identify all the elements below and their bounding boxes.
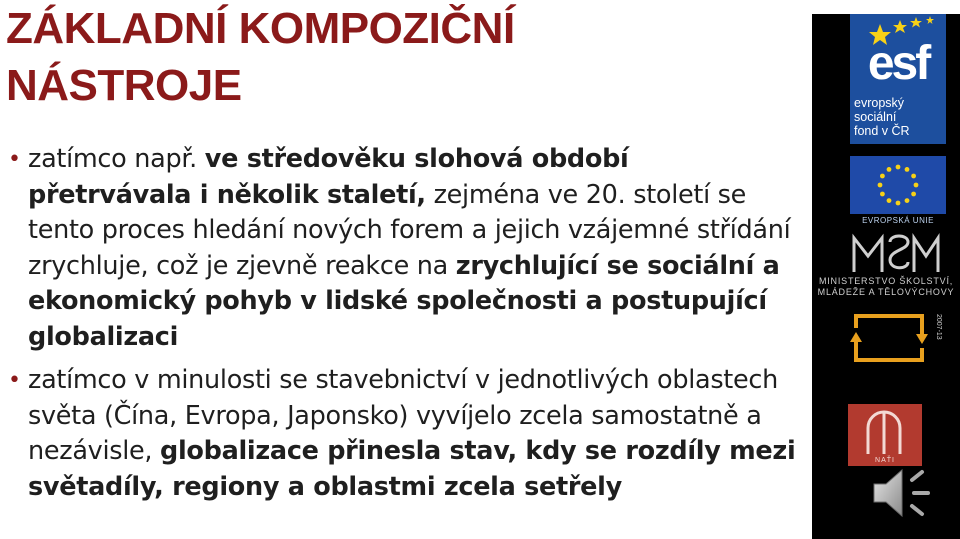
esf-line: evropský bbox=[854, 96, 905, 110]
bullet-item bbox=[8, 142, 800, 355]
bullet-list bbox=[8, 142, 800, 513]
bullet-text: zatímco např. bbox=[28, 144, 205, 174]
esf-logo bbox=[850, 14, 946, 144]
speaker-icon[interactable] bbox=[870, 462, 936, 524]
slide-title bbox=[6, 0, 796, 114]
op-logo-icon bbox=[850, 312, 928, 364]
msmt-logo-icon bbox=[850, 232, 946, 276]
bullet-text: zatímco v minulosti se stavebnictví v jednotlivých oblastech světa (Čína, Evropa, Japonsko) vyvíjelo zcela samostatně a nezávisle, bbox=[28, 365, 778, 466]
eu-label: EVROPSKÁ UNIE bbox=[862, 216, 934, 225]
institution-text: NAŤI bbox=[875, 457, 895, 464]
bullet-text-bold: ve středověku slohová období přetrvávala i několik staletí, bbox=[28, 144, 629, 210]
esf-line: sociální bbox=[854, 110, 897, 124]
logo-sidebar bbox=[812, 14, 960, 539]
eu-flag bbox=[850, 156, 946, 214]
esf-letters: esf bbox=[867, 37, 929, 90]
esf-text bbox=[854, 96, 910, 138]
op-side-text: 2007-13 bbox=[935, 314, 942, 340]
institution-logo bbox=[848, 404, 922, 466]
title-line-1: ZÁKLADNÍ KOMPOZIČNÍ bbox=[6, 4, 515, 53]
msmt-line: MINISTERSTVO ŠKOLSTVÍ, bbox=[818, 276, 954, 286]
esf-line: fond v ČR bbox=[854, 124, 910, 138]
star-icon bbox=[850, 156, 946, 214]
msmt-line: MLÁDEŽE A TĚLOVÝCHOVY bbox=[817, 287, 955, 297]
bullet-item bbox=[8, 363, 800, 505]
msmt-text bbox=[812, 276, 960, 298]
bullet-text-bold: zrychlující se sociální a ekonomický pohyb v lidské společnosti a postupující globalizaci bbox=[28, 250, 780, 352]
bullet-text-bold: globalizace přinesla stav, kdy se rozdíly mezi světadíly, regiony a oblastmi zcela setřely bbox=[28, 436, 796, 502]
bullet-text: zejména ve 20. století se tento proces hledání nových forem a jejich vzájemné střídání zrychluje, což je zjevně reakce na bbox=[28, 179, 791, 281]
title-line-2: NÁSTROJE bbox=[6, 61, 242, 110]
